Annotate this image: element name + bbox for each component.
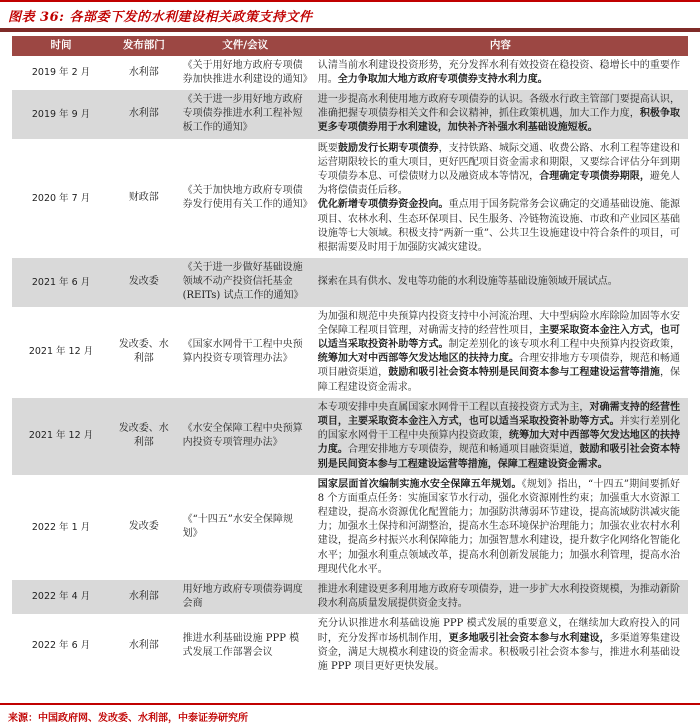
cell-time: 2021 年 12 月 <box>28 346 94 358</box>
cell-doc: 推进水利基础设施 PPP 模式发展工作部署会议 <box>182 632 300 658</box>
content-paragraph: 优化新增专项债券资金投向。重点用于国务院常务会议确定的交通基础设施、能源项目、农林水利、生态环保项目、民生服务、冷链物流设施、市政和产业园区基础设施等七大领域。积极支持“两新一重”、公共卫生设施建设中符合条件的项目，可根据需要及时用于加强防灾减灾建设。 <box>317 199 681 253</box>
cell-content <box>313 580 688 614</box>
content-paragraph: 认清当前水利建设投资形势，充分发挥水利有效投资在稳投资、稳增长中的重要作用。全力争取加大地方政府专项债券支持水利力度。 <box>317 59 680 85</box>
figure-title: 图表 36: 各部委下发的水利建设相关政策支持文件 <box>8 10 313 25</box>
cell-content <box>313 90 688 139</box>
cell-time: 2019 年 2 月 <box>31 67 91 79</box>
source-note: 来源：中国政府网、发改委、水利部，中泰证券研究所 <box>8 713 248 724</box>
cell-time: 2020 年 7 月 <box>31 192 91 204</box>
cell-content <box>313 307 688 398</box>
table-row <box>12 398 688 475</box>
col-header-time: 时间 <box>12 36 110 56</box>
table-container <box>0 32 700 701</box>
cell-content <box>313 56 688 90</box>
cell-dept: 发改委、水利部 <box>118 423 169 449</box>
content-paragraph: 充分认识推进水利基础设施 PPP 模式发展的重要意义，在继续加大政府投入的同时，充分发挥市场机制作用，更多地吸引社会资本参与水利建设，多渠道筹集建设资金，满足大规模水利建设的资金需求。积极吸引社会资本参与，推进水利基础设施 PPP 项目更好更快发展。 <box>317 618 681 672</box>
cell-doc: 《关于用好地方政府专项债券加快推进水利建设的通知》 <box>182 59 313 85</box>
cell-dept: 财政部 <box>128 192 159 204</box>
content-paragraph: 探索在具有供水、发电等功能的水利设施等基础设施领域开展试点。 <box>317 276 618 288</box>
policy-table-body <box>12 56 688 678</box>
cell-dept: 发改委 <box>128 276 159 288</box>
cell-content <box>313 475 688 580</box>
table-row <box>12 139 688 259</box>
col-header-doc: 文件/会议 <box>178 36 313 56</box>
content-paragraph: 进一步提高水利使用地方政府专项债券的认识。各级水行政主管部门要提高认识，准确把握专项债券相关文件和会议精神，抓住政策机遇，加大工作力度，积极争取更多专项债券用于水利建设，加快补齐补强水利基础设施短板。 <box>317 94 681 134</box>
content-paragraph: 国家层面首次编制实施水安全保障五年规划。《规划》指出，“十四五”期间要抓好 8 个方面重点任务：实施国家节水行动，强化水资源刚性约束；加强重大水资源工程建设，提高水资源优化配置能力；加强防洪薄弱环节建设，提高流域防洪减灾能力；加强水土保持和河湖整治，提高水生态环境保护治理能力；加强农业农村水利建设，提高乡村振兴水利保障能力；加强智慧水利建设，提升数字化网络化智能化水平；加强水利重点领域改革，提高水利创新发展能力；加强水利管理，提高水治理现代化水平。 <box>317 478 680 575</box>
cell-content <box>313 139 688 259</box>
cell-time: 2022 年 1 月 <box>31 521 91 533</box>
policy-table <box>12 36 688 677</box>
content-paragraph: 推进水利建设更多利用地方政府专项债券，进一步扩大水利投资规模，为推动新阶段水利高质量发展提供资金支持。 <box>317 584 680 610</box>
content-paragraph: 既要鼓励发行长期专项债券，支持铁路、城际交通、收费公路、水利工程等建设和运营期限较长的重大项目，更好匹配项目资金需求和期限，又要综合评估分年到期专项债券本息、可偿债财力以及融资成本等情况，合理确定专项债券期限，避免人为将偿债责任后移。 <box>317 142 681 197</box>
cell-time: 2019 年 9 月 <box>31 108 91 120</box>
table-row <box>12 475 688 580</box>
cell-content <box>313 258 688 307</box>
table-row <box>12 56 688 90</box>
cell-doc: 《关于进一步用好地方政府专项债券推进水利工程补短板工作的通知》 <box>182 94 303 134</box>
cell-dept: 水利部 <box>128 66 159 78</box>
content-paragraph: 为加强和规范中央预算内投资支持中小河流治理、大中型病险水库除险加固等水安全保障工程项目管理，对确需支持的经营性项目，主要采取资本金注入方式，也可以适当采取投资补助等方式。制定差别化的该专项水利工程中央预算内投资政策，统筹加大对中西部等欠发达地区的扶持力度。合理安排地方专项债券，规范和畅通项目融资渠道，鼓励和吸引社会资本特别是民间资本参与工程建设运营等措施，保障工程建设资金需求。 <box>317 310 681 393</box>
cell-dept: 发改委 <box>128 521 159 533</box>
col-header-dept: 发布部门 <box>110 36 178 56</box>
cell-time: 2021 年 12 月 <box>28 430 94 442</box>
content-paragraph: 本专项安排中央直属国家水网骨干工程以直接投资方式为主，对确需支持的经营性项目，主要采取资本金注入方式，也可以适当采取投资补助等方式。并实行差别化的国家水网骨干工程中央预算内投资政策，统筹加大对中西部等欠发达地区的扶持力度。合理安排地方专项债券，规范和畅通项目融资渠道，鼓励和吸引社会资本特别是民间资本参与工程建设运营等措施，保障工程建设资金需求。 <box>317 401 681 470</box>
cell-content <box>313 614 688 677</box>
cell-time: 2022 年 4 月 <box>31 591 91 603</box>
table-header-row <box>12 36 688 56</box>
cell-doc: 用好地方政府专项债券调度会商 <box>182 584 303 610</box>
cell-doc: 《水安全保障工程中央预算内投资专项管理办法》 <box>182 423 303 449</box>
cell-time: 2022 年 6 月 <box>31 640 91 652</box>
cell-time: 2021 年 6 月 <box>31 276 91 288</box>
cell-doc: 《国家水网骨干工程中央预算内投资专项管理办法》 <box>182 339 303 365</box>
cell-doc: 《关于加快地方政府专项债券发行使用有关工作的通知》 <box>182 185 313 211</box>
cell-dept: 水利部 <box>128 639 159 651</box>
cell-dept: 水利部 <box>128 108 159 120</box>
table-row <box>12 307 688 398</box>
cell-dept: 水利部 <box>128 591 159 603</box>
cell-doc: 《“十四五”水安全保障规划》 <box>182 514 293 540</box>
table-row <box>12 580 688 614</box>
table-row <box>12 258 688 307</box>
cell-content <box>313 398 688 475</box>
table-row <box>12 90 688 139</box>
table-row <box>12 614 688 677</box>
cell-dept: 发改委、水利部 <box>118 339 169 365</box>
col-header-content: 内容 <box>313 36 688 56</box>
cell-doc: 《关于进一步做好基础设施领域不动产投资信托基金 (REITs) 试点工作的通知》 <box>182 262 304 302</box>
